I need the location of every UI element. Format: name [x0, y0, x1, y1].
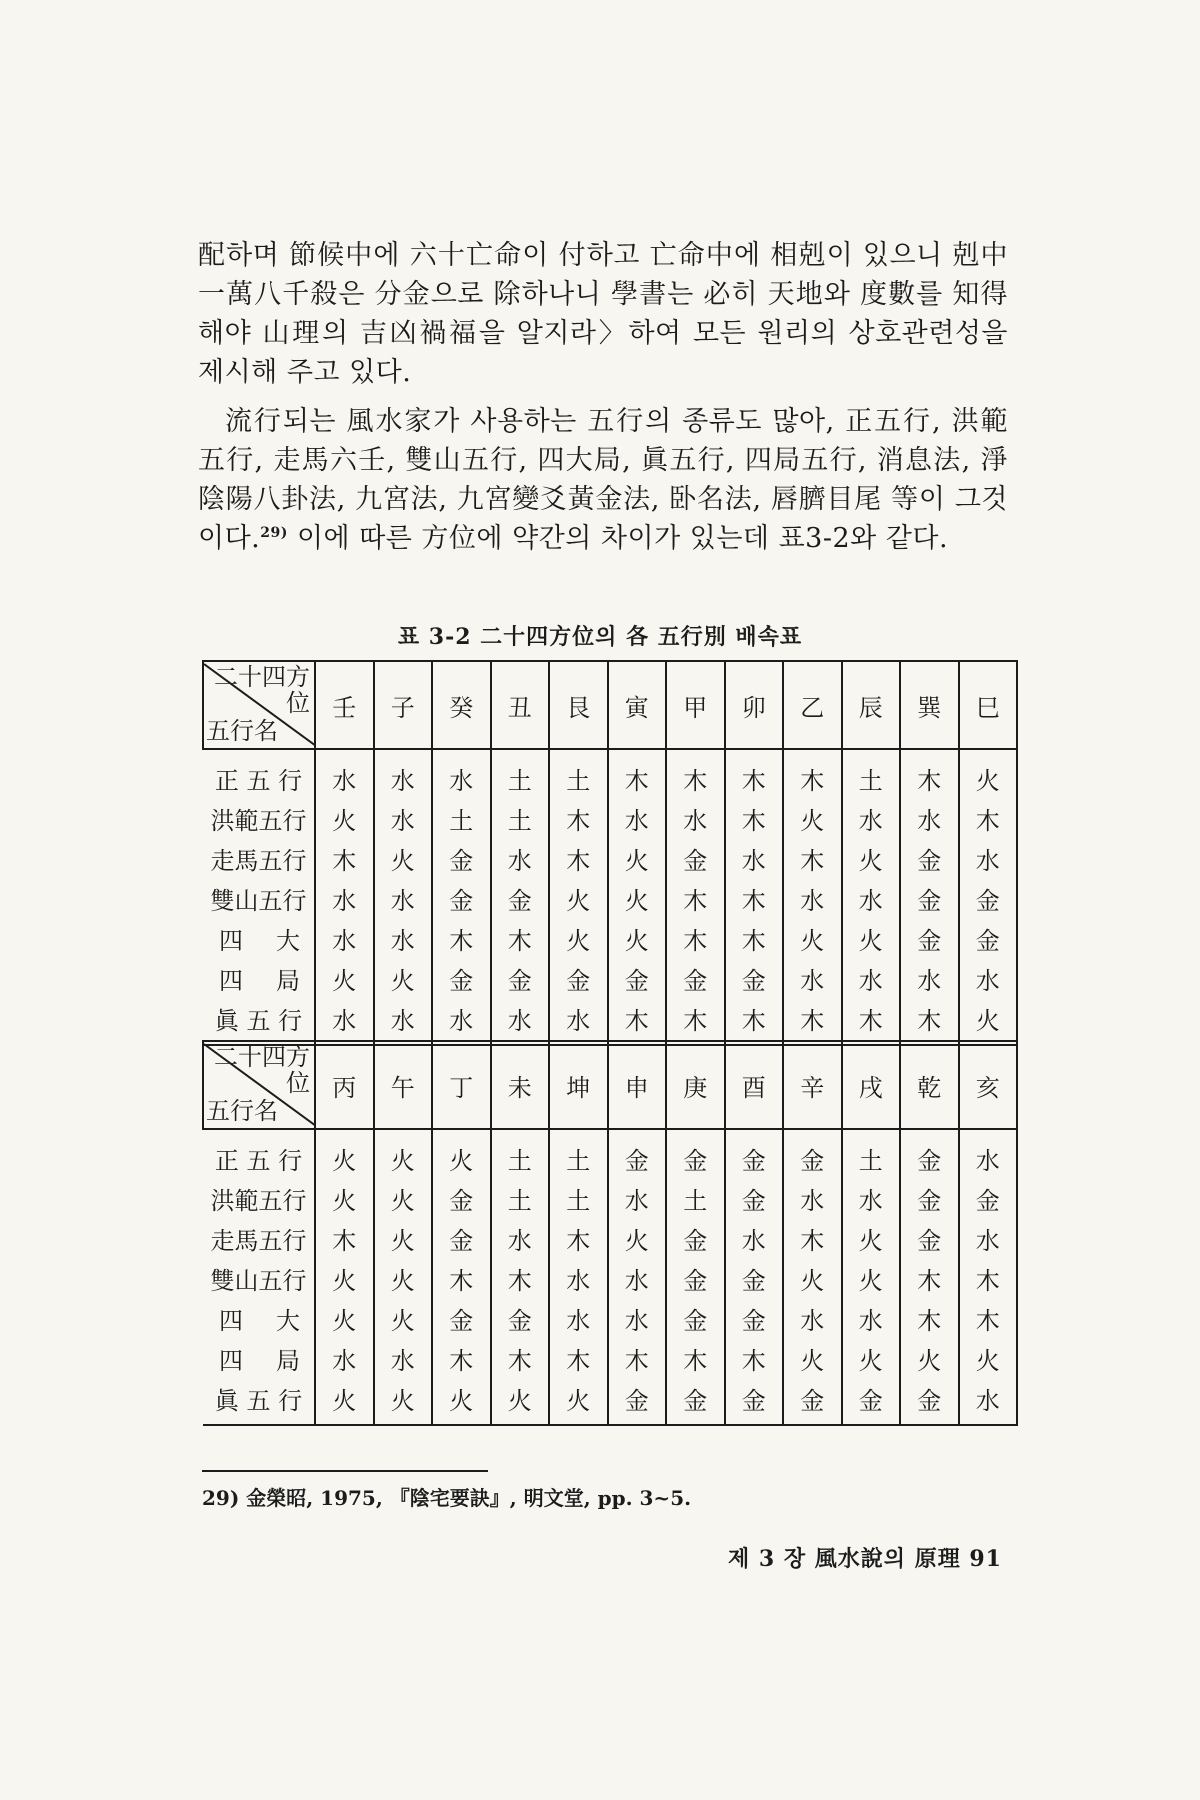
- element-cell: 金: [432, 1218, 491, 1258]
- element-cell: 木: [491, 918, 550, 958]
- element-cell: 木: [783, 998, 842, 1045]
- element-cell: 金: [959, 918, 1018, 958]
- element-cell: 水: [608, 798, 667, 838]
- element-cell: 木: [725, 878, 784, 918]
- element-cell: 木: [432, 1258, 491, 1298]
- paragraph-1: 配하며 節候中에 六十亡命이 付하고 亡命中에 相剋이 있으니 剋中一萬八千殺은 分金으로 除하나니 學書는 必히 天地와 度數를 知得해야 山理의 吉凶禍福을 알지라〉하여 모든 원리의 상호관련성을 제시해 주고 있다.: [198, 240, 1008, 388]
- element-cell: 水: [842, 1298, 901, 1338]
- element-cell: 火: [842, 838, 901, 878]
- element-cell: 木: [725, 1338, 784, 1378]
- element-cell: 金: [549, 958, 608, 998]
- element-cell: 金: [725, 1378, 784, 1425]
- table-row: [203, 1298, 1017, 1338]
- row-label: 洪範五行: [210, 1186, 307, 1215]
- element-cell: 水: [374, 798, 433, 838]
- element-cell: 火: [374, 1378, 433, 1425]
- table-caption: 표 3-2 二十四方位의 各 五行別 배속표: [397, 624, 803, 650]
- table-row: [203, 1378, 1017, 1425]
- element-cell: 水: [315, 998, 374, 1045]
- element-cell: 金: [432, 838, 491, 878]
- direction-header: 壬: [315, 661, 374, 749]
- table-header-row: [203, 1041, 1017, 1129]
- element-cell: 火: [900, 1338, 959, 1378]
- element-cell: 水: [725, 1218, 784, 1258]
- footnote-ref: 29): [260, 525, 288, 541]
- header-element-label: 五行名: [206, 717, 278, 745]
- direction-header: 辛: [783, 1041, 842, 1129]
- element-cell: 木: [842, 998, 901, 1045]
- element-cell: 火: [315, 798, 374, 838]
- element-cell: 木: [959, 1298, 1018, 1338]
- element-cell: 水: [783, 878, 842, 918]
- element-cell: 金: [491, 878, 550, 918]
- element-cell: 木: [725, 918, 784, 958]
- element-cell: 金: [666, 838, 725, 878]
- element-cell: 水: [432, 998, 491, 1045]
- element-cell: 木: [549, 1338, 608, 1378]
- row-label: 四 局: [219, 1346, 300, 1375]
- element-cell: 金: [900, 1178, 959, 1218]
- element-cell: 水: [783, 1298, 842, 1338]
- element-cell: 金: [666, 1298, 725, 1338]
- element-cell: 火: [432, 1129, 491, 1178]
- element-cell: 木: [783, 838, 842, 878]
- direction-header: 癸: [432, 661, 491, 749]
- element-cell: 火: [549, 1378, 608, 1425]
- table-row: [203, 958, 1017, 998]
- element-cell: 土: [491, 798, 550, 838]
- element-cell: 金: [666, 1129, 725, 1178]
- table-row: [203, 1218, 1017, 1258]
- element-cell: 木: [783, 749, 842, 798]
- element-cell: 火: [315, 1298, 374, 1338]
- element-cell: 火: [374, 1129, 433, 1178]
- element-cell: 火: [432, 1378, 491, 1425]
- table-header-row: [203, 661, 1017, 749]
- element-cell: 水: [608, 1298, 667, 1338]
- element-cell: 木: [666, 878, 725, 918]
- element-cell: 火: [608, 1218, 667, 1258]
- element-cell: 木: [666, 998, 725, 1045]
- element-cell: 水: [549, 1298, 608, 1338]
- direction-header: 乙: [783, 661, 842, 749]
- element-cell: 火: [959, 1338, 1018, 1378]
- element-table-upper: [202, 660, 1018, 1046]
- table-row: [203, 998, 1017, 1045]
- element-cell: 木: [666, 749, 725, 798]
- direction-header: 亥: [959, 1041, 1018, 1129]
- row-label: 眞 五 行: [214, 1386, 303, 1415]
- element-cell: 水: [608, 1178, 667, 1218]
- running-footer: 제 3 장 風水說의 原理 91: [728, 1546, 1002, 1572]
- element-cell: 木: [666, 918, 725, 958]
- footnote: 29) 金榮昭, 1975, 『陰宅要訣』, 明文堂, pp. 3~5.: [202, 1486, 692, 1510]
- element-cell: 水: [491, 1218, 550, 1258]
- element-cell: 金: [666, 1378, 725, 1425]
- direction-header: 丁: [432, 1041, 491, 1129]
- direction-header: 艮: [549, 661, 608, 749]
- element-cell: 水: [549, 1258, 608, 1298]
- element-cell: 水: [842, 878, 901, 918]
- element-cell: 木: [900, 1258, 959, 1298]
- direction-header: 酉: [725, 1041, 784, 1129]
- element-cell: 火: [491, 1378, 550, 1425]
- element-cell: 金: [491, 958, 550, 998]
- direction-header: 卯: [725, 661, 784, 749]
- direction-header: 坤: [549, 1041, 608, 1129]
- table-row: [203, 1178, 1017, 1218]
- element-cell: 水: [725, 838, 784, 878]
- direction-header: 戌: [842, 1041, 901, 1129]
- element-cell: 木: [725, 998, 784, 1045]
- element-cell: 金: [608, 958, 667, 998]
- element-cell: 火: [315, 1378, 374, 1425]
- direction-header: 甲: [666, 661, 725, 749]
- element-cell: 水: [608, 1258, 667, 1298]
- element-cell: 金: [842, 1378, 901, 1425]
- element-cell: 水: [959, 1218, 1018, 1258]
- element-cell: 水: [374, 749, 433, 798]
- row-label: 走馬五行: [210, 846, 307, 875]
- element-cell: 火: [783, 798, 842, 838]
- element-cell: 水: [432, 749, 491, 798]
- element-cell: 土: [549, 1178, 608, 1218]
- element-cell: 木: [666, 1338, 725, 1378]
- element-cell: 土: [842, 749, 901, 798]
- element-cell: 木: [549, 838, 608, 878]
- element-cell: 火: [549, 918, 608, 958]
- element-cell: 木: [900, 749, 959, 798]
- row-label: 四 大: [219, 1306, 300, 1335]
- element-cell: 土: [842, 1129, 901, 1178]
- diagonal-header-cell: [203, 661, 315, 749]
- element-cell: 水: [374, 918, 433, 958]
- element-cell: 火: [608, 838, 667, 878]
- element-cell: 水: [842, 1178, 901, 1218]
- table-row: [203, 749, 1017, 798]
- element-cell: 水: [783, 1178, 842, 1218]
- element-cell: 水: [491, 838, 550, 878]
- direction-header: 辰: [842, 661, 901, 749]
- element-cell: 火: [374, 1258, 433, 1298]
- element-cell: 水: [374, 878, 433, 918]
- element-cell: 土: [549, 1129, 608, 1178]
- element-cell: 木: [491, 1338, 550, 1378]
- element-cell: 木: [432, 1338, 491, 1378]
- paragraph-2-tail: 이에 따른 方位에 약간의 차이가 있는데 표3-2와 같다.: [287, 523, 949, 554]
- element-cell: 土: [491, 1129, 550, 1178]
- element-cell: 金: [608, 1129, 667, 1178]
- element-cell: 火: [783, 918, 842, 958]
- element-cell: 土: [491, 1178, 550, 1218]
- paragraph-2-text: 流行되는 風水家가 사용하는 五行의 종류도 많아, 正五行, 洪範五行, 走馬六壬, 雙山五行, 四大局, 眞五行, 四局五行, 消息法, 淨陰陽八卦法, 九宮法, 九宮變爻黃金法, 卧名法, 唇臍目尾 等이 그것이다.: [198, 406, 1008, 554]
- element-cell: 火: [549, 878, 608, 918]
- element-cell: 火: [374, 1218, 433, 1258]
- direction-header: 寅: [608, 661, 667, 749]
- element-cell: 木: [491, 1258, 550, 1298]
- element-cell: 木: [432, 918, 491, 958]
- table-row: [203, 1258, 1017, 1298]
- element-cell: 水: [783, 958, 842, 998]
- element-cell: 木: [725, 798, 784, 838]
- element-cell: 木: [608, 1338, 667, 1378]
- element-cell: 水: [959, 838, 1018, 878]
- element-cell: 土: [432, 798, 491, 838]
- header-directions-label: 二十四方 位: [214, 1043, 310, 1097]
- element-cell: 火: [374, 1178, 433, 1218]
- row-label: 四 局: [219, 966, 300, 995]
- element-cell: 火: [374, 838, 433, 878]
- table-row: [203, 798, 1017, 838]
- table-row: [203, 918, 1017, 958]
- row-label: 正 五 行: [214, 766, 303, 795]
- element-cell: 木: [608, 998, 667, 1045]
- element-cell: 水: [959, 1378, 1018, 1425]
- element-cell: 金: [783, 1378, 842, 1425]
- element-cell: 火: [783, 1258, 842, 1298]
- element-cell: 木: [549, 1218, 608, 1258]
- direction-header: 子: [374, 661, 433, 749]
- element-cell: 金: [959, 1178, 1018, 1218]
- element-cell: 水: [315, 1338, 374, 1378]
- element-table-lower: [202, 1040, 1018, 1426]
- element-cell: 木: [608, 749, 667, 798]
- element-cell: 金: [783, 1129, 842, 1178]
- element-cell: 火: [374, 1298, 433, 1338]
- element-cell: 木: [900, 1298, 959, 1338]
- element-cell: 火: [315, 1178, 374, 1218]
- body-text: [198, 236, 1008, 558]
- element-cell: 水: [959, 958, 1018, 998]
- direction-header: 未: [491, 1041, 550, 1129]
- element-cell: 金: [608, 1378, 667, 1425]
- element-cell: 金: [725, 1129, 784, 1178]
- direction-header: 巳: [959, 661, 1018, 749]
- table-row: [203, 1129, 1017, 1178]
- element-cell: 火: [315, 1258, 374, 1298]
- row-label: 雙山五行: [210, 1266, 307, 1295]
- element-cell: 金: [725, 1298, 784, 1338]
- direction-header: 申: [608, 1041, 667, 1129]
- element-cell: 木: [959, 1258, 1018, 1298]
- element-cell: 火: [842, 1338, 901, 1378]
- element-cell: 水: [374, 1338, 433, 1378]
- element-cell: 火: [842, 1218, 901, 1258]
- table-row: [203, 838, 1017, 878]
- direction-header: 乾: [900, 1041, 959, 1129]
- element-cell: 金: [491, 1298, 550, 1338]
- row-label: 走馬五行: [210, 1226, 307, 1255]
- direction-header: 丑: [491, 661, 550, 749]
- element-cell: 金: [900, 918, 959, 958]
- element-cell: 水: [842, 798, 901, 838]
- element-cell: 木: [783, 1218, 842, 1258]
- row-label: 正 五 行: [214, 1146, 303, 1175]
- element-cell: 水: [666, 798, 725, 838]
- row-label: 洪範五行: [210, 806, 307, 835]
- header-directions-label: 二十四方 位: [214, 663, 310, 717]
- element-cell: 金: [900, 838, 959, 878]
- element-cell: 水: [374, 998, 433, 1045]
- element-cell: 土: [549, 749, 608, 798]
- element-cell: 金: [725, 958, 784, 998]
- direction-header: 巽: [900, 661, 959, 749]
- element-cell: 水: [315, 878, 374, 918]
- element-cell: 水: [491, 998, 550, 1045]
- element-cell: 土: [666, 1178, 725, 1218]
- element-cell: 金: [900, 878, 959, 918]
- element-cell: 水: [549, 998, 608, 1045]
- element-cell: 金: [432, 1298, 491, 1338]
- element-cell: 金: [666, 958, 725, 998]
- header-element-label: 五行名: [206, 1097, 278, 1125]
- element-cell: 火: [842, 1258, 901, 1298]
- element-cell: 火: [959, 749, 1018, 798]
- row-label: 雙山五行: [210, 886, 307, 915]
- element-cell: 火: [959, 998, 1018, 1045]
- element-cell: 火: [315, 958, 374, 998]
- element-cell: 金: [725, 1178, 784, 1218]
- row-label: 四 大: [219, 926, 300, 955]
- element-cell: 金: [725, 1258, 784, 1298]
- element-cell: 金: [432, 878, 491, 918]
- element-cell: 水: [900, 798, 959, 838]
- row-label: 眞 五 行: [214, 1006, 303, 1035]
- element-cell: 水: [315, 749, 374, 798]
- diagonal-header-cell: [203, 1041, 315, 1129]
- element-cell: 金: [900, 1378, 959, 1425]
- direction-header: 丙: [315, 1041, 374, 1129]
- element-cell: 金: [900, 1218, 959, 1258]
- table-row: [203, 1338, 1017, 1378]
- element-cell: 木: [900, 998, 959, 1045]
- element-cell: 火: [315, 1129, 374, 1178]
- element-cell: 火: [608, 918, 667, 958]
- element-cell: 水: [959, 1129, 1018, 1178]
- element-cell: 金: [666, 1258, 725, 1298]
- element-cell: 火: [608, 878, 667, 918]
- element-cell: 金: [900, 1129, 959, 1178]
- element-cell: 木: [959, 798, 1018, 838]
- element-cell: 火: [783, 1338, 842, 1378]
- paragraph-2: [198, 402, 1008, 558]
- element-cell: 金: [959, 878, 1018, 918]
- element-cell: 木: [725, 749, 784, 798]
- element-cell: 金: [432, 1178, 491, 1218]
- direction-header: 庚: [666, 1041, 725, 1129]
- element-cell: 木: [315, 1218, 374, 1258]
- direction-header: 午: [374, 1041, 433, 1129]
- element-cell: 金: [432, 958, 491, 998]
- element-cell: 水: [900, 958, 959, 998]
- element-cell: 木: [549, 798, 608, 838]
- element-cell: 火: [374, 958, 433, 998]
- footnote-rule: [202, 1470, 488, 1472]
- element-cell: 木: [315, 838, 374, 878]
- element-cell: 水: [842, 958, 901, 998]
- element-cell: 土: [491, 749, 550, 798]
- element-cell: 火: [842, 918, 901, 958]
- element-cell: 水: [315, 918, 374, 958]
- element-cell: 金: [666, 1218, 725, 1258]
- table-row: [203, 878, 1017, 918]
